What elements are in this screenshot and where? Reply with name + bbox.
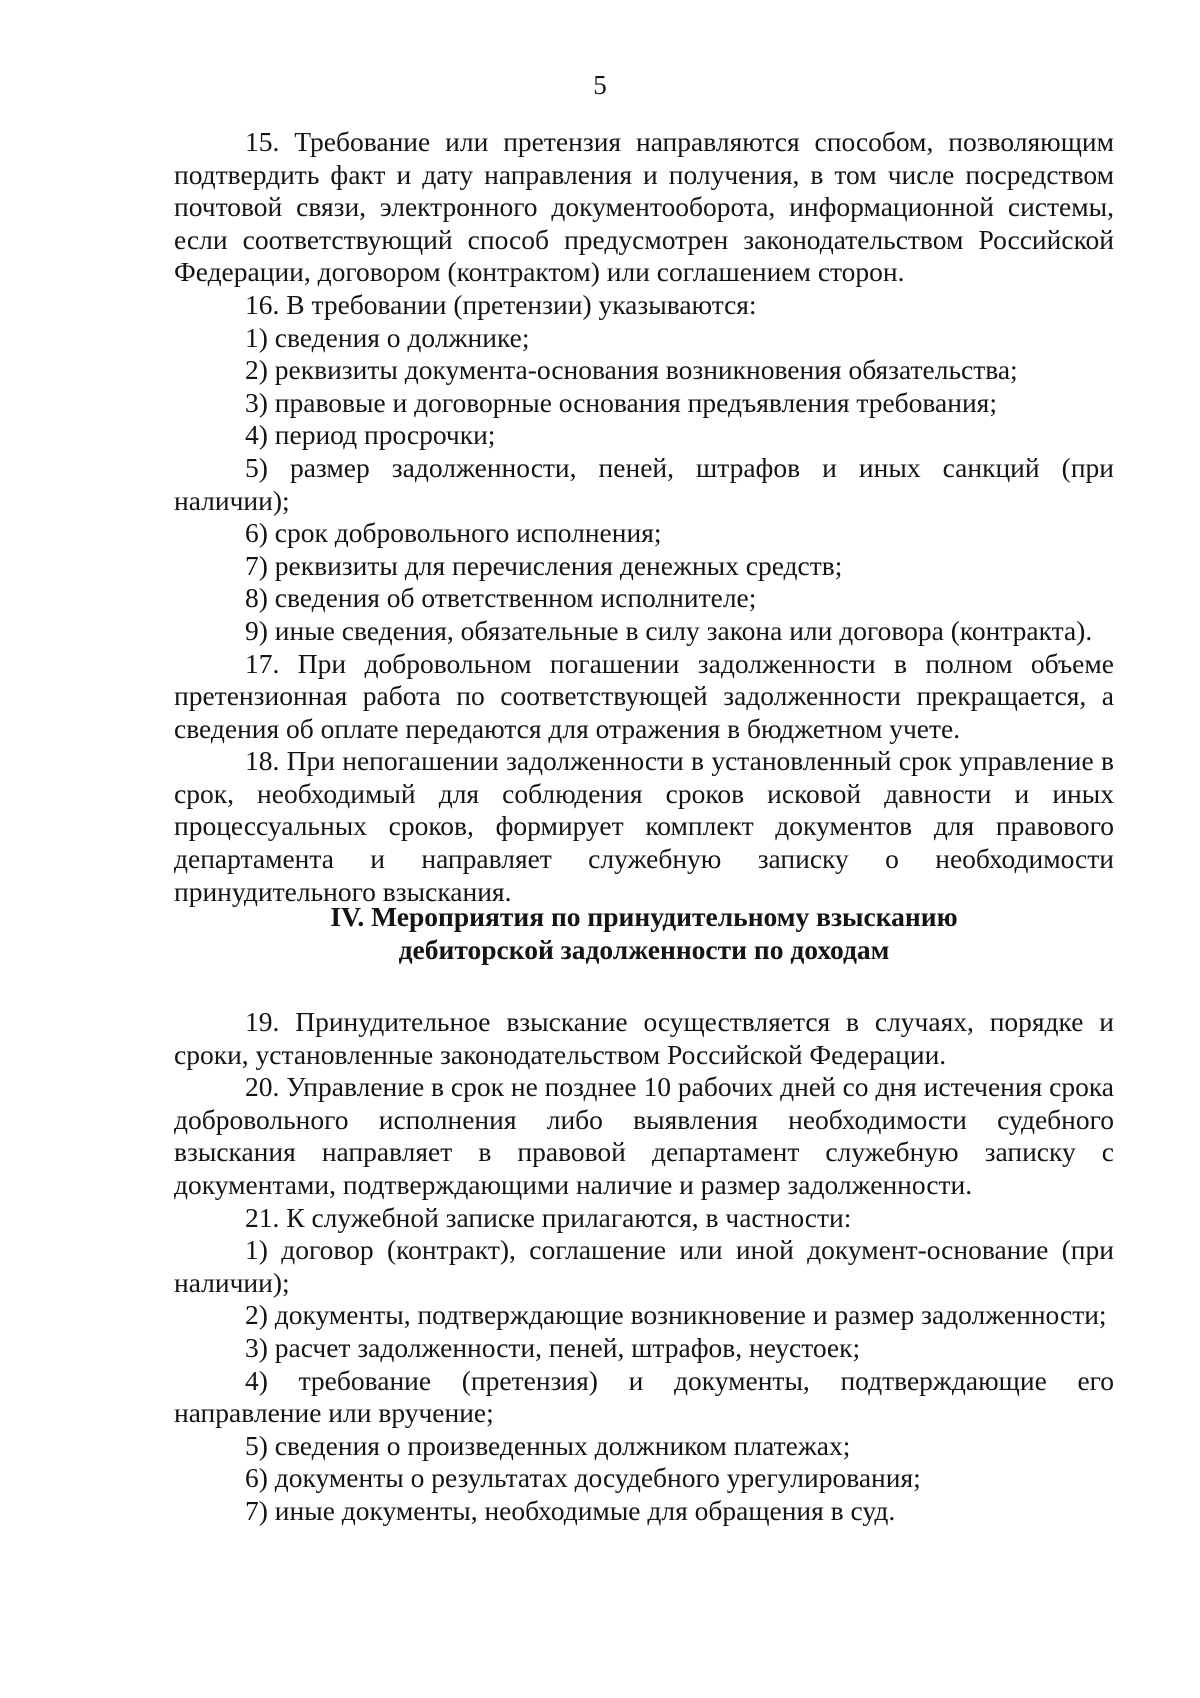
list-item-16-8: 8) сведения об ответственном исполнителе; xyxy=(245,582,757,614)
list-item-21-7: 7) иные документы, необходимые для обращения в суд. xyxy=(245,1494,896,1526)
list-item-21-1: 1) договор (контракт), соглашение или иной документ-основание (при наличии); xyxy=(174,1234,1114,1298)
paragraph-21: 21. К служебной записке прилагаются, в частности: xyxy=(245,1201,852,1233)
list-item-21-5: 5) сведения о произведенных должником платежах; xyxy=(245,1429,851,1461)
section-heading-line-1: IV. Мероприятия по принудительному взысканию xyxy=(330,901,958,932)
paragraph-20: 20. Управление в срок не позднее 10 рабочих дней со дня истечения срока добровольного исполнения либо выявления необходимости судебного взыскания направляет в правовой департамент служебную записку с документами, подтверждающими наличие и размер задолженности. xyxy=(174,1071,1114,1200)
paragraph-18: 18. При непогашении задолженности в установленный срок управление в срок, необходимый для соблюдения сроков исковой давности и иных процессуальных сроков, формирует комплект документов для правового департамента и направляет служебную записку о необходимости принудительного взыскания. xyxy=(174,745,1114,907)
page-number: 5 xyxy=(593,70,607,100)
list-item-21-6: 6) документы о результатах досудебного урегулирования; xyxy=(245,1462,921,1494)
section-heading-line-2: дебиторской задолженности по доходам xyxy=(398,934,890,965)
paragraph-16: 16. В требовании (претензии) указываются: xyxy=(245,288,757,320)
list-item-16-7: 7) реквизиты для перечисления денежных средств; xyxy=(245,549,843,581)
list-item-16-3: 3) правовые и договорные основания предъявления требования; xyxy=(245,386,997,418)
list-item-16-5: 5) размер задолженности, пеней, штрафов и иных санкций (при наличии); xyxy=(174,451,1114,516)
list-item-16-6: 6) срок добровольного исполнения; xyxy=(245,517,662,549)
body-block-1 xyxy=(174,126,1114,908)
list-item-16-9: 9) иные сведения, обязательные в силу закона или договора (контракта). xyxy=(245,614,1093,646)
list-item-21-4: 4) требование (претензия) и документы, подтверждающие его направление или вручение; xyxy=(174,1364,1114,1429)
paragraph-17: 17. При добровольном погашении задолженности в полном объеме претензионная работа по соответствующей задолженности прекращается, а сведения об оплате передаются для отражения в бюджетном учете. xyxy=(174,647,1114,744)
list-item-16-2: 2) реквизиты документа-основания возникновения обязательства; xyxy=(245,354,1018,386)
body-block-2 xyxy=(174,1006,1114,1528)
section-heading xyxy=(174,900,1114,966)
paragraph-19: 19. Принудительное взыскание осуществляется в случаях, порядке и сроки, установленные законодательством Российской Федерации. xyxy=(174,1006,1114,1070)
list-item-16-1: 1) сведения о должнике; xyxy=(245,321,530,353)
list-item-16-4: 4) период просрочки; xyxy=(245,419,496,451)
list-item-21-3: 3) расчет задолженности, пеней, штрафов, неустоек; xyxy=(245,1331,861,1363)
paragraph-15: 15. Требование или претензия направляются способом, позволяющим подтвердить факт и дату направления и получения, в том числе посредством почтовой связи, электронного документооборота, информационной системы, если соответствующий способ предусмотрен законодательством Российской Федерации, договором (контрактом) или соглашением сторон. xyxy=(174,126,1114,288)
list-item-21-2: 2) документы, подтверждающие возникновение и размер задолженности; xyxy=(245,1299,1107,1331)
